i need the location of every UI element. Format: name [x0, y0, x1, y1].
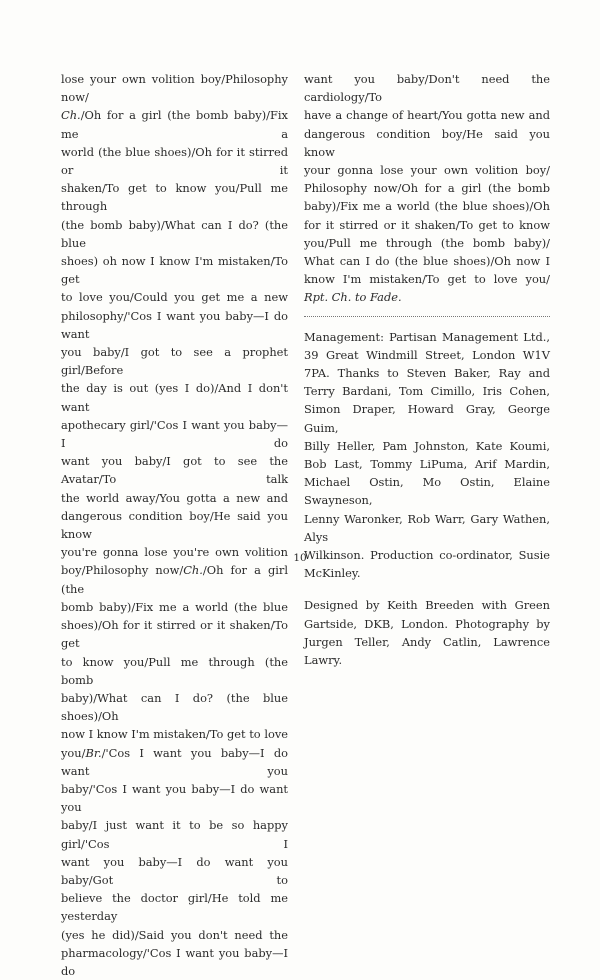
- lyrics-left-column: [61, 70, 288, 980]
- lyric-line: boy/Philosophy now/Ch./Oh for a girl (the: [61, 563, 288, 596]
- lyric-line: dangerous condition boy/He said you know: [304, 126, 550, 159]
- lyric-line: pharmacology/'Cos I want you baby—I do: [61, 945, 288, 978]
- page-number: 10: [293, 552, 307, 564]
- chorus-marker: Ch.: [183, 563, 203, 578]
- lyric-line: (the bomb baby)/What can I do? (the blue: [61, 217, 288, 250]
- lyric-line: apothecary girl/'Cos I want you baby—I do: [61, 417, 288, 451]
- lyric-line: want you baby/I got to see the Avatar/To talk: [61, 454, 288, 487]
- credits-line: Management: Partisan Management Ltd.,: [304, 329, 550, 344]
- credits-line: Michael Ostin, Mo Ostin, Elaine Swayneson,: [304, 475, 550, 508]
- lyric-line: now I know I'm mistaken/To get to love: [61, 727, 288, 742]
- credits-line: Bob Last, Tommy LiPuma, Arif Mardin,: [304, 457, 550, 472]
- lyric-line: lose your own volition boy/Philosophy now/: [61, 72, 288, 105]
- lyric-line: What can I do (the blue shoes)/Oh now I: [304, 254, 550, 269]
- lyric-line: to know you/Pull me through (the bomb: [61, 654, 288, 687]
- credits-design: [304, 596, 550, 669]
- repeat-chorus-note: Rpt. Ch. to Fade.: [304, 290, 402, 305]
- credits-line: Lenny Waronker, Rob Warr, Gary Wathen, Alys: [304, 511, 550, 544]
- lyric-line: dangerous condition boy/He said you know: [61, 508, 288, 542]
- lyric-line: your gonna lose your own volition boy/: [304, 163, 550, 178]
- lyric-line: want you baby/Don't need the cardiology/To: [304, 72, 550, 105]
- credits-line: Billy Heller, Pam Johnston, Kate Koumi,: [304, 438, 550, 453]
- lyric-line: shoes) oh now I know I'm mistaken/To get: [61, 254, 288, 287]
- lyric-line: you/Pull me through (the bomb baby)/: [304, 235, 550, 250]
- lyric-line: you baby/I got to see a prophet girl/Before: [61, 345, 288, 378]
- lyric-line: Ch./Oh for a girl (the bomb baby)/Fix me a: [61, 108, 288, 141]
- lyric-line: bomb baby)/Fix me a world (the blue: [61, 599, 288, 614]
- lyric-line: to love you/Could you get me a new: [61, 290, 288, 305]
- bridge-marker: Br.: [85, 745, 102, 760]
- lyric-line: (yes he did)/Said you don't need the: [61, 927, 288, 942]
- lyric-line: shaken/To get to know you/Pull me through: [61, 181, 288, 214]
- credits-management: [304, 328, 550, 583]
- lyric-line: you/Br./'Cos I want you baby—I do want you: [61, 745, 288, 778]
- lyric-line: you're gonna lose you're own volition: [61, 545, 288, 560]
- credits-line: Gartside, DKB, London. Photography by: [304, 616, 550, 631]
- lyric-line: baby)/Fix me a world (the blue shoes)/Oh: [304, 199, 550, 214]
- lyrics-continuation: [304, 70, 550, 307]
- credits-line: Simon Draper, Howard Gray, George Guim,: [304, 402, 550, 435]
- lyric-line: for it stirred or it shaken/To get to know: [304, 217, 550, 232]
- lyric-line: baby/I just want it to be so happy girl/'Cos I: [61, 818, 288, 851]
- credits-line: 7PA. Thanks to Steven Baker, Ray and: [304, 366, 550, 381]
- credits-line: McKinley.: [304, 566, 361, 581]
- lyric-line: baby)/What can I do? (the blue shoes)/Oh: [61, 690, 288, 724]
- lyric-line: know I'm mistaken/To get to love you/: [304, 272, 550, 287]
- credits-line: 39 Great Windmill Street, London W1V: [304, 347, 550, 362]
- lyric-line: the day is out (yes I do)/And I don't want: [61, 381, 288, 414]
- credits-line: Terry Bardani, Tom Cimillo, Iris Cohen,: [304, 384, 550, 399]
- lyric-line: Philosophy now/Oh for a girl (the bomb: [304, 181, 550, 196]
- dotted-divider: [304, 316, 550, 317]
- credits-line: Lawry.: [304, 653, 343, 668]
- credits-line: Designed by Keith Breeden with Green: [304, 598, 550, 613]
- credits-line: Jurgen Teller, Andy Catlin, Lawrence: [304, 634, 550, 649]
- lyric-line: baby/'Cos I want you baby—I do want you: [61, 781, 288, 815]
- lyric-line: shoes)/Oh for it stirred or it shaken/To get: [61, 618, 288, 651]
- lyric-line: believe the doctor girl/He told me yesterday: [61, 891, 288, 924]
- right-column: [304, 70, 550, 683]
- credits-line: Wilkinson. Production co-ordinator, Susie: [304, 548, 550, 563]
- lyric-line: world (the blue shoes)/Oh for it stirred or it: [61, 144, 288, 178]
- lyric-line: have a change of heart/You gotta new and: [304, 108, 550, 123]
- lyric-line: want you baby—I do want you baby/Got to: [61, 854, 288, 887]
- lyric-line: philosophy/'Cos I want you baby—I do want: [61, 308, 288, 341]
- lyric-line: the world away/You gotta a new and: [61, 490, 288, 505]
- chorus-marker: Ch.: [61, 108, 81, 123]
